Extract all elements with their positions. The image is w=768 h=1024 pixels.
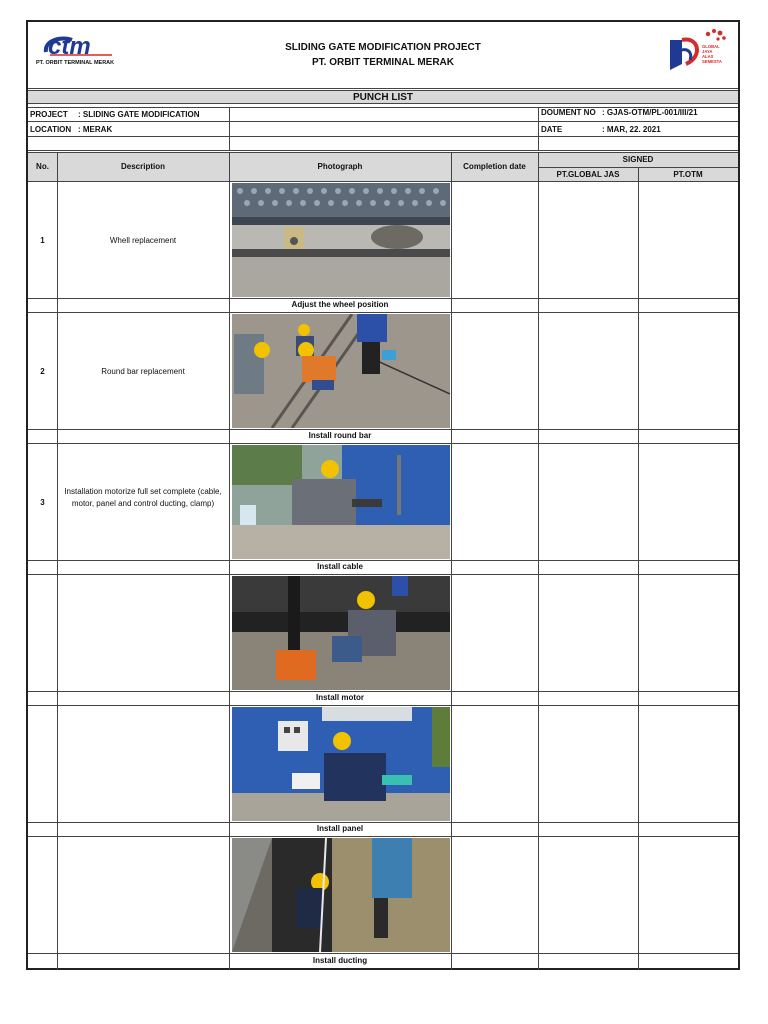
table-row [28,575,738,706]
document-no-label: DOUMENT NO [541,108,596,117]
row-number: 2 [40,367,45,376]
row-description: Round bar replacement [101,367,185,376]
photo-install-ducting [232,838,450,952]
photo-install-motor [232,576,450,690]
otm-logo-subtitle: PT. ORBIT TERMINAL MERAK [36,60,115,66]
table-row [28,444,738,575]
row-number: 1 [40,236,45,245]
logo-word-3: ALAS [702,54,714,59]
project-label: PROJECT [30,110,68,119]
logo-word-2: JAYA [702,49,713,54]
document-title-line2: PT. ORBIT TERMINAL MERAK [311,57,455,68]
row-number: 3 [40,498,45,507]
otm-logo-text: ctm [48,33,91,60]
otm-logo [36,32,132,72]
location-value: : MERAK [78,125,113,134]
global-jas-logo-mark [664,26,732,78]
table-row [28,706,738,837]
punch-list-title: PUNCH LIST [353,92,413,103]
location-label: LOCATION [30,125,72,134]
col-description-header: Description [120,162,165,171]
col-photograph-header: Photograph [317,162,363,171]
photo-caption: Install panel [316,824,364,833]
photo-caption: Adjust the wheel position [291,300,389,309]
logo-word-4: SEMESTA [702,59,722,64]
punch-list-bar [28,90,738,104]
row-description: Whell replacement [109,236,177,245]
row-description: Installation motorize full set complete (cable, motor, panel and control ducting, clamp) [64,487,222,508]
col-signed-header: SIGNED [622,155,654,164]
photo-install-panel [232,707,450,821]
col-signer1-header: PT.GLOBAL JAS [556,170,620,179]
table-row [28,837,738,970]
table-row [28,313,738,444]
col-completion-header: Completion date [463,162,526,171]
col-no-header: No. [36,162,49,171]
logo-word-1: GLOBAL [702,44,720,49]
photo-caption: Install cable [317,562,363,571]
photo-round-bar [232,314,450,428]
document-no-value: : GJAS-OTM/PL-001/III/21 [602,108,698,117]
photo-caption: Install ducting [312,956,368,965]
date-value: : MAR, 22. 2021 [602,125,661,134]
photo-caption: Install round bar [308,431,372,440]
date-label: DATE [541,125,563,134]
otm-logo-mark [42,32,132,60]
photo-wheel-replacement [232,183,450,297]
photo-install-cable [232,445,450,559]
photo-caption: Install motor [315,693,364,702]
document-title-line1: SLIDING GATE MODIFICATION PROJECT [285,42,481,53]
punch-list-sheet [26,20,740,970]
col-signer2-header: PT.OTM [673,170,703,179]
project-value: : SLIDING GATE MODIFICATION [78,110,200,119]
global-jas-logo [664,26,732,78]
table-row [28,182,738,313]
